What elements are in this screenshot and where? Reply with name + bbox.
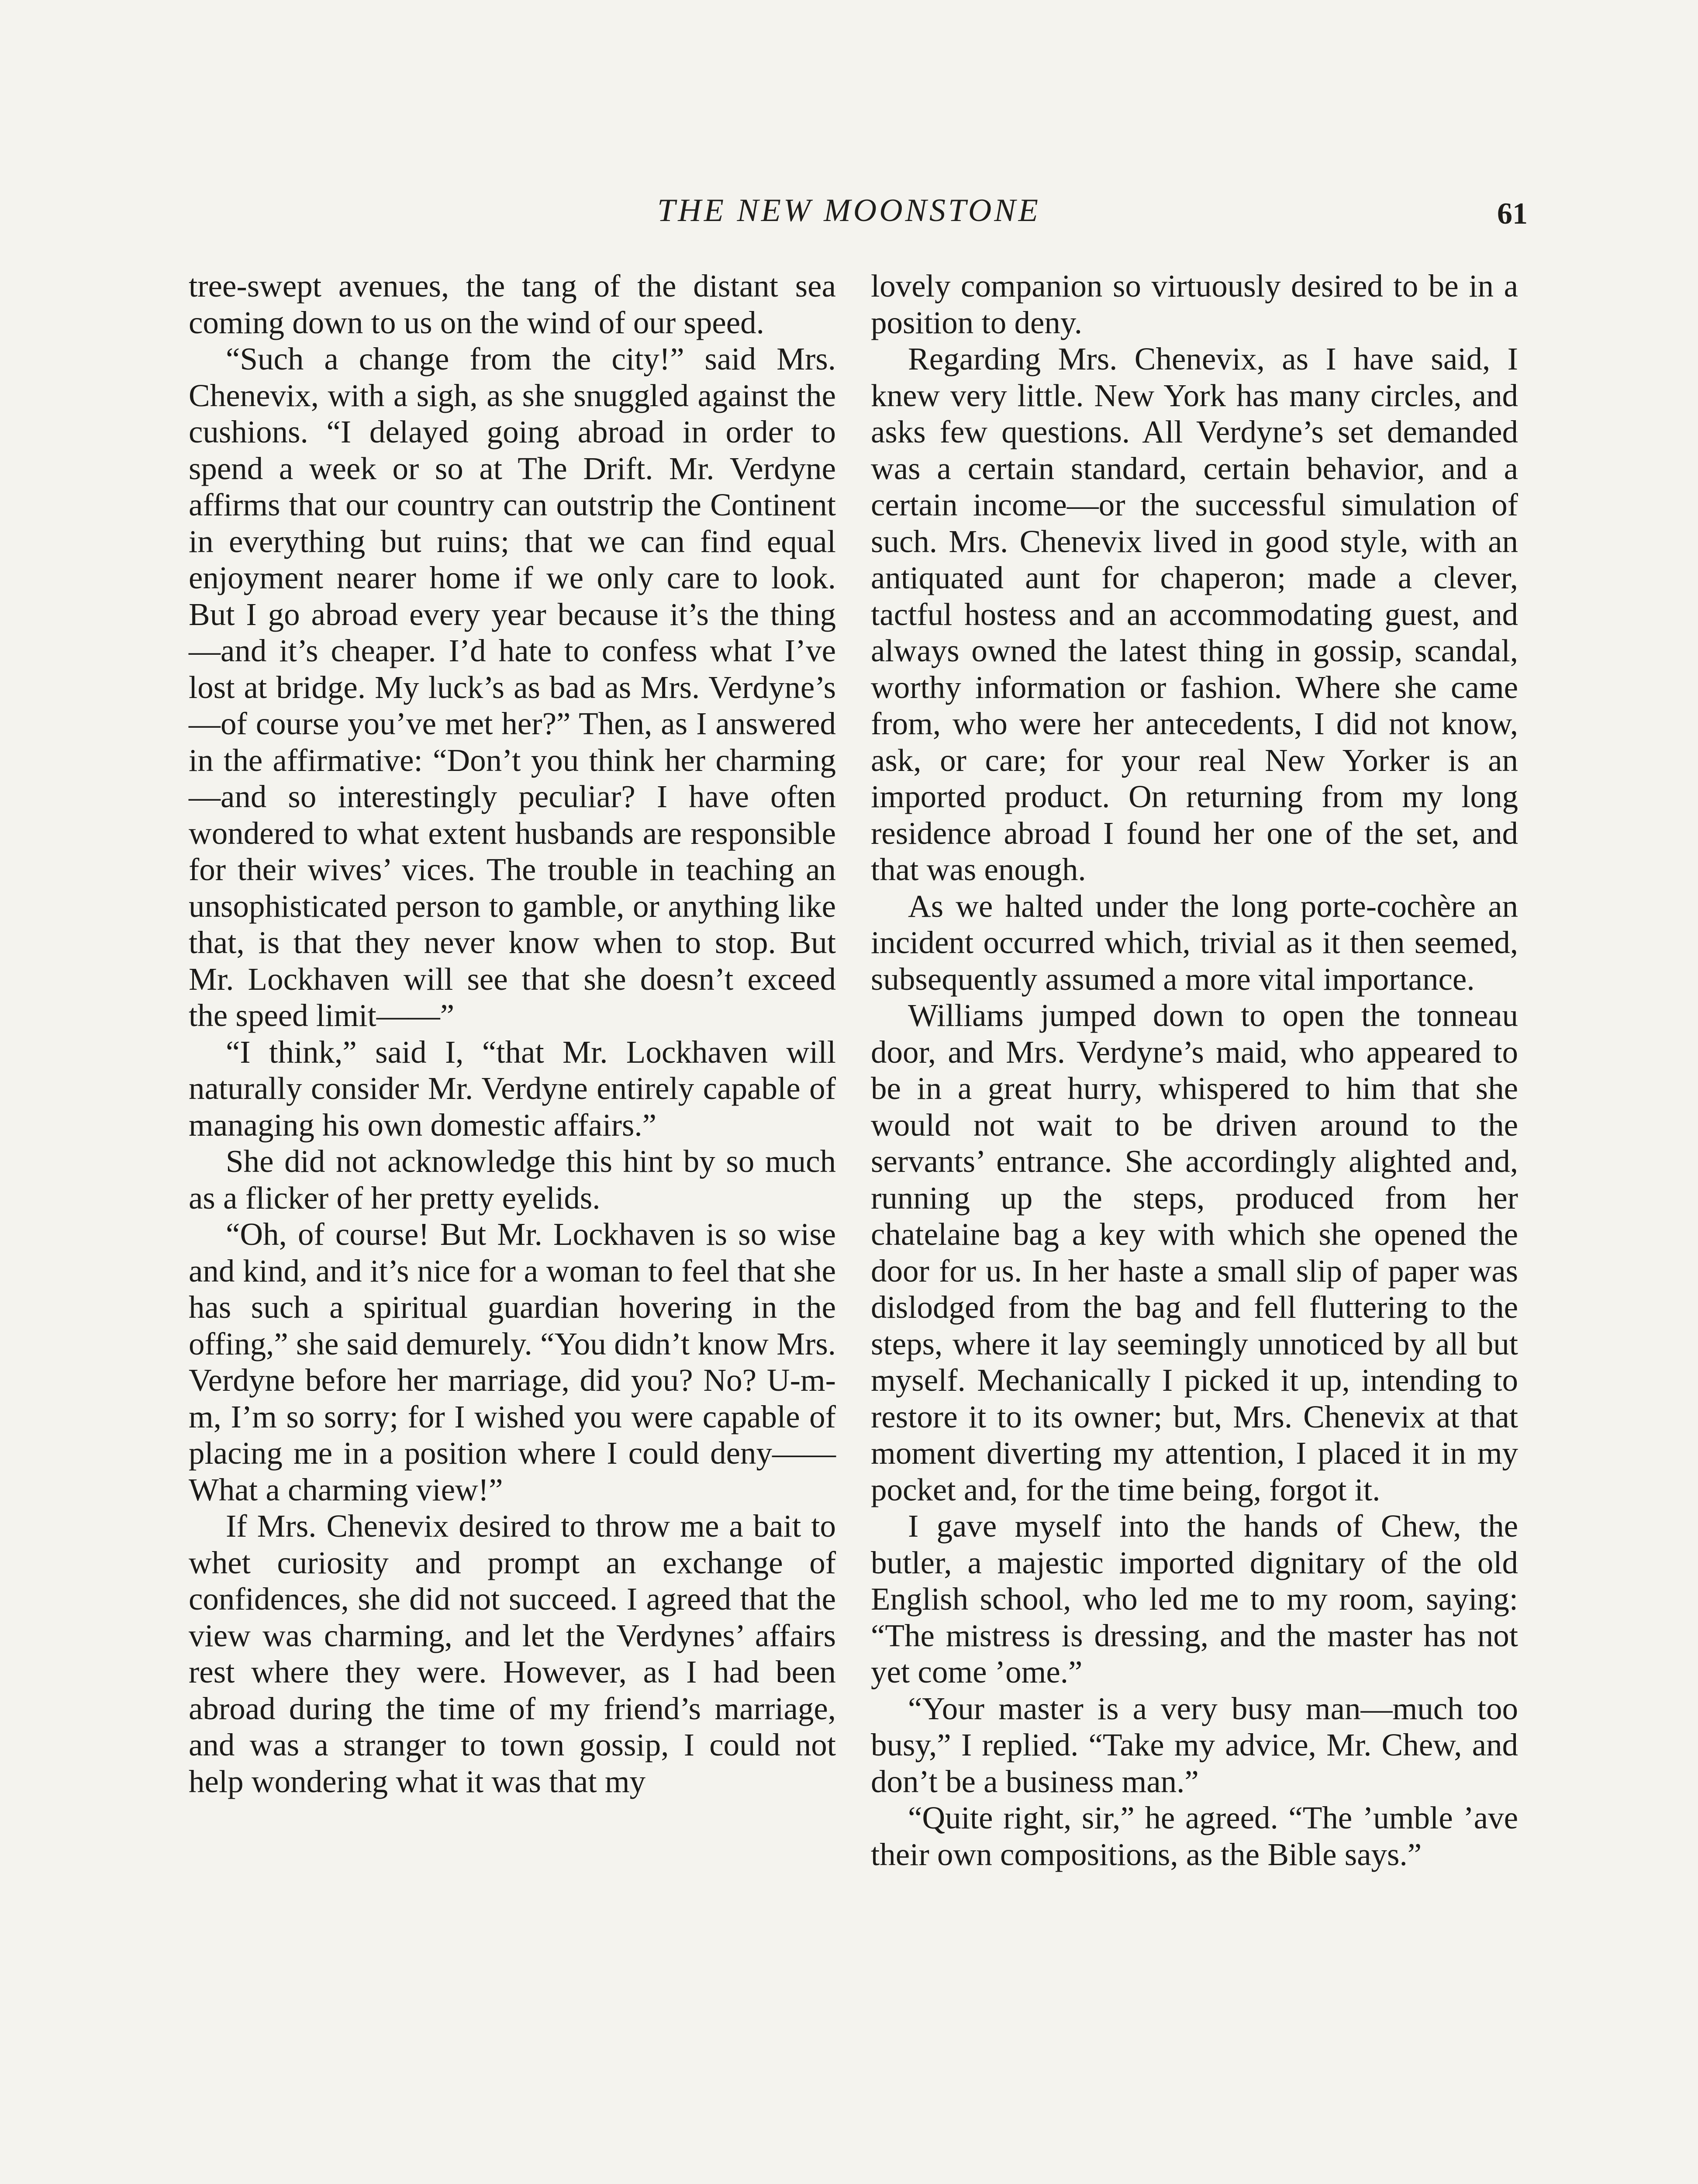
paragraph: “Such a change from the city!” said Mrs. Chenevix, with a sigh, as she snuggled against the cushions. “I delayed going abroad in order to spend a week or so at The Drift. Mr. Verdyne affirms that our country can outstrip the Continent in everything but ruins; that we can find equal enjoyment nearer home if we only care to look. But I go abroad every year because it’s the thing—and it’s cheaper. I’d hate to confess what I’ve lost at bridge. My luck’s as bad as Mrs. Verdyne’s—of course you’ve met her?” Then, as I answered in the affirmative: “Don’t you think her charming—and so interestingly peculiar? I have often wondered to what extent husbands are responsible for their wives’ vices. The trouble in teaching an unsophisticated person to gamble, or anything like that, is that they never know when to stop. But Mr. Lockhaven will see that she doesn’t exceed the speed limit——” [189, 341, 836, 1033]
paragraph: If Mrs. Chenevix desired to throw me a bait to whet curiosity and prompt an exchange of confidences, she did not succeed. I agreed that the view was charming, and let the Verdynes’ affairs rest where they were. However, as I had been abroad during the time of my friend’s marriage, and was a stranger to town gossip, I could not help wondering what it was that my [189, 1508, 836, 1799]
paragraph: Regarding Mrs. Chenevix, as I have said, I knew very little. New York has many circles, and asks few questions. All Verdyne’s set demanded was a certain standard, certain behavior, and a certain income—or the successful simulation of such. Mrs. Chenevix lived in good style, with an antiquated aunt for chaperon; made a clever, tactful hostess and an accommodating guest, and always owned the latest thing in gossip, scandal, worthy information or fashion. Where she came from, who were her antecedents, I did not know, ask, or care; for your real New Yorker is an imported product. On returning from my long residence abroad I found her one of the set, and that was enough. [871, 341, 1518, 887]
right-column [871, 268, 1518, 1873]
left-column [189, 268, 836, 1800]
paragraph: lovely companion so virtuously desired to be in a position to deny. [871, 268, 1518, 340]
paragraph: She did not acknowledge this hint by so much as a flicker of her pretty eyelids. [189, 1144, 836, 1216]
paragraph: “Oh, of course! But Mr. Lockhaven is so wise and kind, and it’s nice for a woman to feel that she has such a spiritual guardian hovering in the offing,” she said demurely. “You didn’t know Mrs. Verdyne before her marriage, did you? No? U-m-m, I’m so sorry; for I wished you were capable of placing me in a position where I could deny—— What a charming view!” [189, 1216, 836, 1507]
paragraph: tree-swept avenues, the tang of the distant sea coming down to us on the wind of our speed. [189, 268, 836, 340]
paragraph: “I think,” said I, “that Mr. Lockhaven will naturally consider Mr. Verdyne entirely capable of managing his own domestic affairs.” [189, 1034, 836, 1143]
page-number: 61 [1497, 197, 1528, 231]
paragraph: “Quite right, sir,” he agreed. “The ’umble ’ave their own compositions, as the Bible says.” [871, 1800, 1518, 1872]
running-title: THE NEW MOONSTONE [657, 193, 1041, 228]
running-head [0, 188, 1698, 240]
paragraph: As we halted under the long porte-cochère an incident occurred which, trivial as it then seemed, subsequently assumed a more vital importance. [871, 888, 1518, 997]
paragraph: “Your master is a very busy man—much too busy,” I replied. “Take my advice, Mr. Chew, and don’t be a business man.” [871, 1690, 1518, 1799]
paragraph: Williams jumped down to open the tonneau door, and Mrs. Verdyne’s maid, who appeared to be in a great hurry, whispered to him that she would not wait to be driven around to the servants’ entrance. She accordingly alighted and, running up the steps, produced from her chatelaine bag a key with which she opened the door for us. In her haste a small slip of paper was dislodged from the bag and fell fluttering to the steps, where it lay seemingly unnoticed by all but myself. Mechanically I picked it up, intending to restore it to its owner; but, Mrs. Chenevix at that moment diverting my attention, I placed it in my pocket and, for the time being, forgot it. [871, 998, 1518, 1507]
paragraph: I gave myself into the hands of Chew, the butler, a majestic imported dignitary of the old English school, who led me to my room, saying: “The mistress is dressing, and the master has not yet come ’ome.” [871, 1508, 1518, 1690]
